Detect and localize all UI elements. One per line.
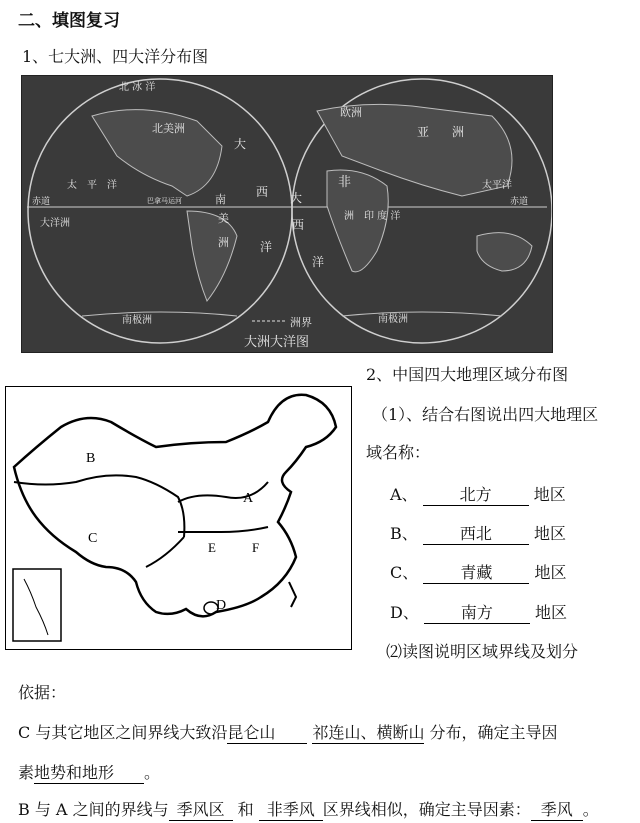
label-pacific-left: 太 平 洋 bbox=[67, 180, 117, 191]
q2-title: 2、中国四大地理区域分布图 bbox=[366, 365, 569, 384]
world-map-svg bbox=[22, 76, 552, 352]
q2-sub2-line2: 依据： bbox=[18, 683, 67, 702]
answer-row-a: A、 北方 地区 bbox=[390, 482, 566, 506]
south-america-shape bbox=[187, 211, 237, 301]
boundary-qinling bbox=[178, 527, 268, 532]
answer-a[interactable]: 北方 bbox=[423, 482, 529, 506]
label-equator-left: 赤道 bbox=[32, 197, 51, 207]
section-title: 二、填图复习 bbox=[18, 11, 120, 31]
map-caption: 大洲大洋图 bbox=[244, 335, 310, 350]
label-pacific-right: 太平洋 bbox=[482, 180, 512, 191]
q2-sub1-line2: 域名称： bbox=[366, 443, 431, 462]
c-factor-line: 素地势和地形 。 bbox=[18, 760, 160, 784]
world-map bbox=[21, 75, 553, 353]
q2-sub1-line1: （1）、结合右图说出四大地理区 bbox=[372, 405, 599, 424]
answer-b[interactable]: 西北 bbox=[423, 521, 529, 545]
label-europe: 欧洲 bbox=[340, 106, 362, 119]
answer-row-c: C、 青藏 地区 bbox=[390, 560, 566, 584]
label-c: C bbox=[88, 531, 98, 546]
antarctica-right-shape bbox=[342, 312, 502, 316]
label-antarctica-right: 南极洲 bbox=[378, 314, 408, 325]
label-atlantic-right-da: 大 bbox=[290, 191, 303, 205]
china-map-svg bbox=[6, 387, 351, 649]
south-china-sea-inset bbox=[13, 569, 61, 641]
label-america: 美 bbox=[218, 212, 229, 225]
label-atlantic-right-yang: 洋 bbox=[312, 255, 325, 269]
label-a: A bbox=[243, 491, 254, 506]
boundary-qinghai-tibet-north bbox=[14, 475, 184, 537]
antarctica-left-shape bbox=[82, 312, 237, 316]
c-factor-answer[interactable]: 地势和地形 bbox=[34, 760, 144, 784]
b-answer-1[interactable]: 季风区 bbox=[169, 797, 233, 821]
label-arctic: 北 冰 洋 bbox=[119, 82, 156, 93]
inset-coastline bbox=[24, 579, 48, 635]
c-boundary-line: C 与其它地区之间界线大致沿昆仑山 祁连山、横断山 分布，确定主导因 bbox=[18, 720, 558, 744]
q2-sub2-line1: ⑵读图说明区域界线及划分 bbox=[386, 642, 579, 661]
boundary-north-northwest bbox=[178, 482, 268, 502]
label-oceania: 大洋洲 bbox=[40, 218, 70, 229]
label-asia-zhou: 洲 bbox=[452, 125, 465, 139]
label-d: D bbox=[216, 598, 227, 613]
label-b: B bbox=[86, 451, 96, 466]
label-f: F bbox=[252, 540, 260, 555]
legend-label: 洲界 bbox=[290, 316, 312, 329]
label-indian: 洲 印 度 洋 bbox=[344, 211, 401, 222]
answer-row-d: D、 南方 地区 bbox=[390, 600, 567, 624]
label-africa: 非 bbox=[338, 175, 352, 190]
label-e: E bbox=[208, 540, 216, 555]
label-panama: 巴拿马运河 bbox=[147, 197, 182, 205]
b-answer-2[interactable]: 非季风 bbox=[259, 797, 323, 821]
label-equator-right: 赤道 bbox=[510, 197, 529, 207]
label-atlantic-yang: 洋 bbox=[260, 240, 273, 254]
label-asia-ya: 亚 bbox=[417, 125, 430, 139]
q1-title: 1、七大洲、四大洋分布图 bbox=[22, 47, 209, 66]
label-south: 南 bbox=[215, 193, 226, 206]
answer-c[interactable]: 青藏 bbox=[423, 560, 529, 584]
china-outline bbox=[14, 395, 336, 617]
boundary-tibet-south bbox=[146, 537, 184, 567]
china-map bbox=[5, 386, 352, 650]
label-atlantic-da: 大 bbox=[234, 137, 247, 151]
taiwan-island bbox=[289, 582, 296, 607]
answer-row-b: B、 西北 地区 bbox=[390, 521, 566, 545]
b-boundary-line: B 与 A 之间的界线与 季风区 和 非季风 区界线相似，确定主导因素： 季风 。 bbox=[18, 797, 599, 821]
label-south-america-zhou: 洲 bbox=[218, 236, 229, 249]
answer-d[interactable]: 南方 bbox=[424, 600, 530, 624]
australia-shape bbox=[477, 233, 532, 271]
label-atlantic-right-xi: 西 bbox=[292, 218, 305, 232]
c-answer-2[interactable]: 祁连山、横断山 bbox=[312, 720, 424, 744]
label-antarctica-left: 南极洲 bbox=[122, 315, 152, 326]
b-answer-3[interactable]: 季风 bbox=[531, 797, 583, 821]
label-atlantic-xi: 西 bbox=[256, 185, 269, 199]
c-answer-1[interactable]: 昆仑山 bbox=[227, 720, 307, 744]
label-north-america: 北美洲 bbox=[152, 122, 185, 135]
